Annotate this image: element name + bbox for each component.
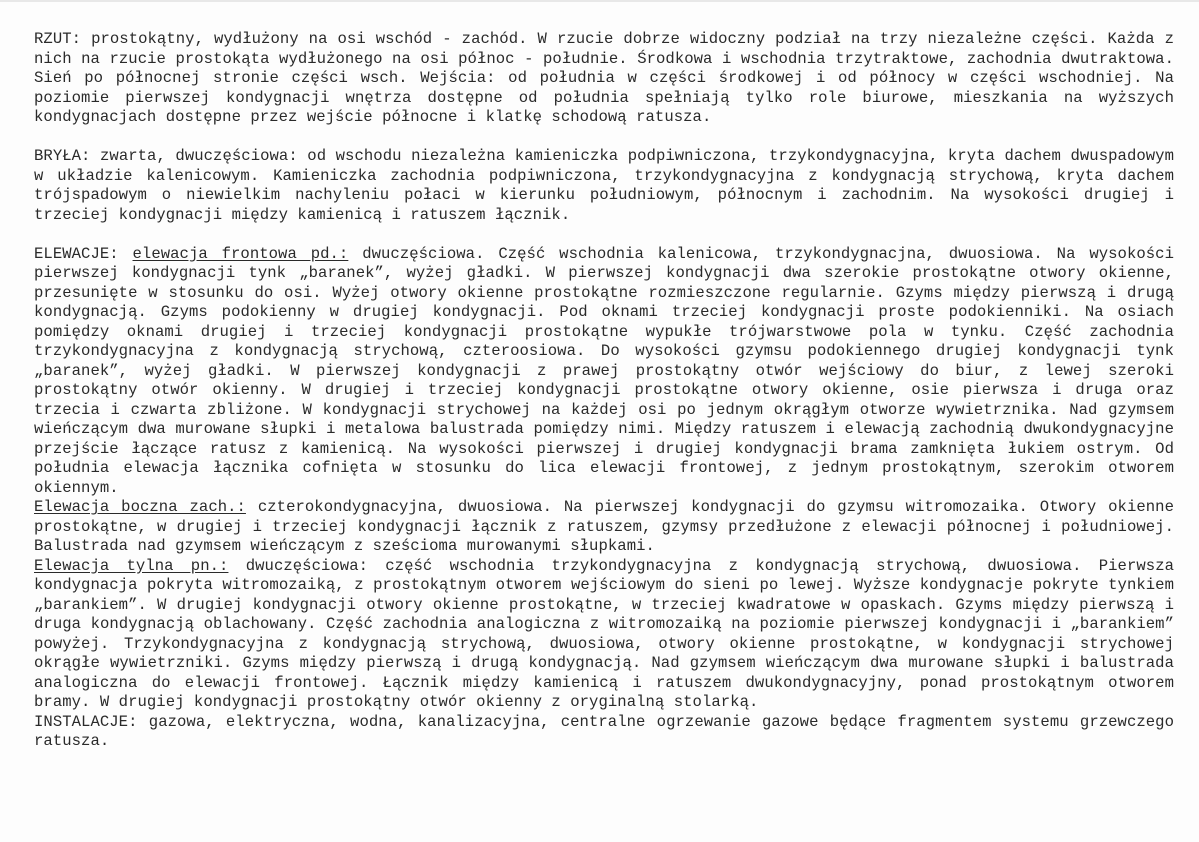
elewacje-frontowa-section <box>34 245 1174 499</box>
rzut-section <box>34 30 1174 128</box>
elewacja-boczna-label: Elewacja boczna zach.: <box>34 498 246 516</box>
elewacja-tylna-text: dwuczęściowa: część wschodnia trzykondygnacyjna z kondygnacją strychową, dwuosiowa. Pierwsza kondygnacja pokryta witromozaiką, z prostokątnym otworem wejściowym do sieni po lewej. Wyższe kondygnacje pokryte tynkiem „barankiem”. W drugiej kondygnacji otwory okienne prostokątne, w trzeciej kwadratowe w opaskach. Gzyms między pierwszą i druga kondygnacją oblachowany. Część zachodnia analogiczna z witromozaiką na poziomie pierwszej kondygnacji i „barankiem” powyżej. Trzykondygnacyjna z kondygnacją strychową, dwuosiowa, otwory okienne prostokątne, w kondygnacji strychowej okrągłe wywietrzniki. Gzyms między pierwszą i drugą kondygnacją. Nad gzymsem wieńczącym dwa murowane słupki i balustrada analogiczna do elewacji frontowej. Łącznik między kamienicą i ratuszem dwukondygnacyjny, ponad prostokątnym otworem bramy. W drugiej kondygnacji prostokątny otwór okienny z oryginalną stolarką. <box>34 556 1175 711</box>
elewacja-frontowa-text: dwuczęściowa. Część wschodnia kalenicowa, trzykondygnacjna, dwuosiowa. Na wysokości pierwszej kondygnacji tynk „baranek”, wyżej gładki. W pierwszej kondygnacji dwa szerokie prostokątne otwory okienne, przesunięte w stosunku do osi. Wyżej otwory okienne prostokątne rozmieszczone regularnie. Gzyms między pierwszą i drugą kondygnacją. Gzyms podokienny w drugiej kondygnacji. Pod oknami trzeciej kondygnacji proste podokienniki. Na osiach pomiędzy oknami drugiej i trzeciej kondygnacji prostokątne wypukłe trójwarstwowe pola w tynku. Część zachodnia trzykondygnacyjna z kondygnacją strychową, czteroosiowa. Do wysokości gzymsu podokiennego drugiej kondygnacji tynk „baranek”, wyżej gładki. W pierwszej kondygnacji z prawej prostokątny otwór wejściowy do biur, z lewej szeroki prostokątny otwór okienny. W drugiej i trzeciej kondygnacji prostokątne otwory okienne, osie pierwsza i druga oraz trzecia i czwarta zbliżone. W kondygnacji strychowej na każdej osi po jednym okrągłym otworze wywietrznika. Nad gzymsem wieńczącym dwa murowane słupki i metalowa balustrada pomiędzy nimi. Między ratuszem i elewacją zachodnią dwukondygnacyjne przejście łączące ratusz z kamienicą. Na wysokości pierwszej i drugiej kondygnacji brama zamknięta łukiem ostrym. Od południa elewacja łącznika cofnięta w stosunku do lica elewacji frontowej, z jednym prostokątnym, szerokim otworem okiennym. <box>34 244 1174 497</box>
bryla-label: BRYŁA: <box>34 147 91 165</box>
bryla-section <box>34 147 1174 225</box>
rzut-label: RZUT: <box>34 30 82 48</box>
rzut-text: prostokątny, wydłużony na osi wschód - zachód. W rzucie dobrze widoczny podział na trzy niezależne części. Każda z nich na rzucie prostokąta wydłużonego na osi północ - południe. Środkowa i wschodnia trzytraktowe, zachodnia dwutraktowa. Sień po północnej stronie części wsch. Wejścia: od południa w części środkowej i od północy w części wschodniej. Na poziomie pierwszej kondygnacji wnętrza dostępne od południa spełniają tylko role biurowe, mieszkania na wyższych kondygnacjach dostępne przez wejście północne i klatkę schodową ratusza. <box>34 30 1174 126</box>
instalacje-text: gazowa, elektryczna, wodna, kanalizacyjna, centralne ogrzewanie gazowe będące fragmentem systemu grzewczego ratusza. <box>34 712 1174 750</box>
section-gap <box>34 128 1174 148</box>
elewacja-tylna-label: Elewacja tylna pn.: <box>34 556 229 575</box>
elewacja-tylna-section <box>34 557 1174 713</box>
section-gap <box>34 225 1174 245</box>
document-page <box>34 30 1174 752</box>
instalacje-label: INSTALACJE: <box>34 712 138 731</box>
instalacje-section <box>34 713 1174 752</box>
scan-edge <box>0 0 1199 2</box>
bryla-text: zwarta, dwuczęściowa: od wschodu niezależna kamieniczka podpiwniczona, trzykondygnacyjna, kryta dachem dwuspadowym w układzie kalenicowym. Kamieniczka zachodnia podpiwniczona, trzykondygnacyjna z kondygnacją strychową, kryta dachem trójspadowym o niewielkim nachyleniu połaci w kierunku południowym, północnym i zachodnim. Na wysokości drugiej i trzeciej kondygnacji między kamienicą i ratuszem łącznik. <box>34 147 1174 224</box>
elewacja-boczna-section <box>34 498 1174 557</box>
elewacje-label: ELEWACJE: <box>34 244 119 263</box>
elewacja-boczna-text: czterokondygnacyjna, dwuosiowa. Na pierwszej kondygnacji do gzymsu witromozaika. Otwory okienne prostokątne, w drugiej i trzeciej kondygnacji łącznik z ratuszem, gzymsy przedłużone z elewacji północnej i południowej. Balustrada nad gzymsem wieńczącym z sześcioma murowanymi słupkami. <box>34 498 1174 555</box>
elewacja-frontowa-label: elewacja frontowa pd.: <box>132 244 349 263</box>
